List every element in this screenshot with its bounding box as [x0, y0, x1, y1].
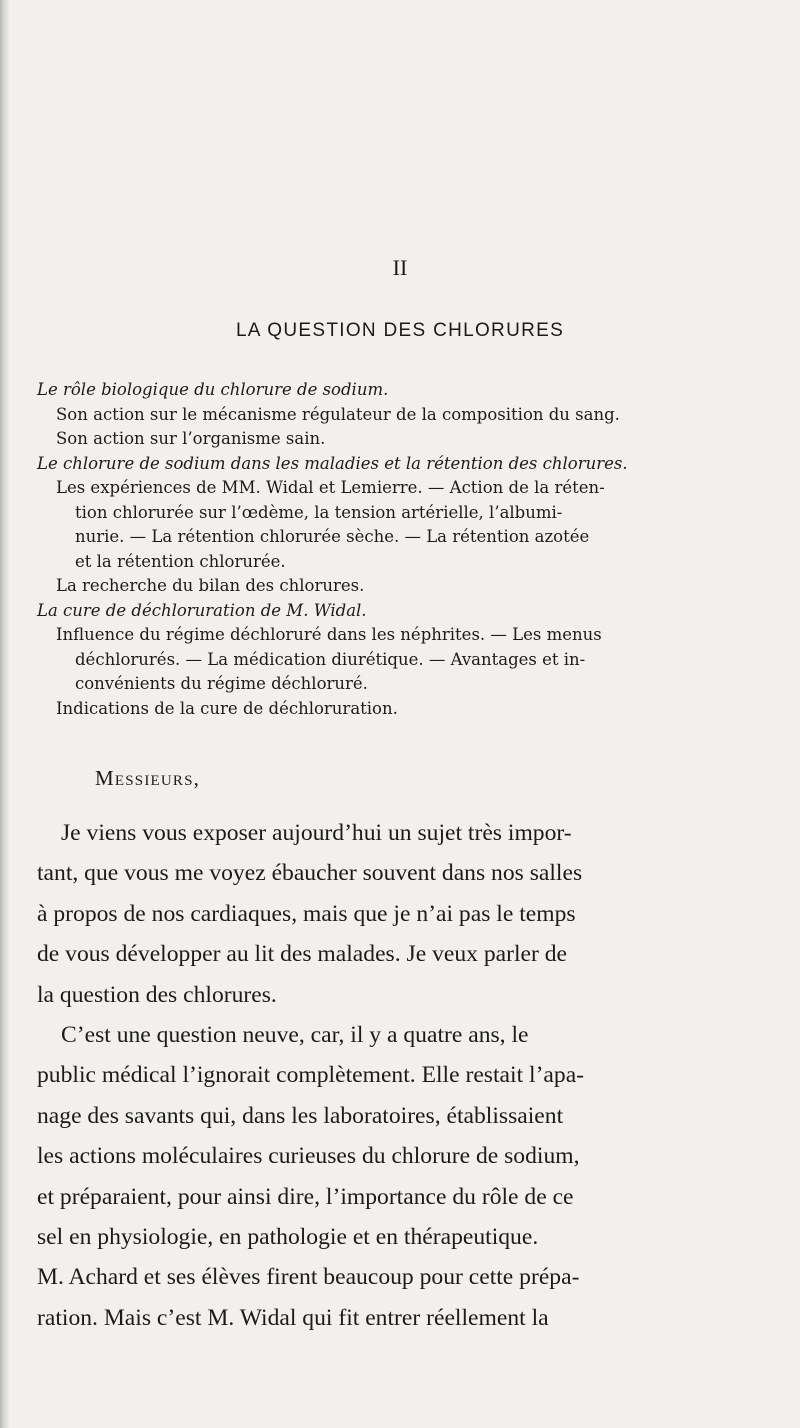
chapter-summary [37, 378, 785, 721]
summary-line: Son action sur l’organisme sain. [56, 429, 326, 448]
body-text [37, 813, 781, 1338]
summary-line: déchlorurés. — La médication diurétique. — Avantages et in- [75, 649, 586, 669]
summary-line: Les expériences de MM. Widal et Lemierre. — Action de la réten- [56, 478, 605, 497]
body-line: de vous développer au lit des malades. Je veux parler de [37, 941, 568, 968]
body-line: M. Achard et ses élèves firent beaucoup pour cette prépa- [37, 1264, 580, 1291]
salutation: Messieurs, [95, 766, 201, 790]
body-line: Je viens vous exposer aujourd’hui un sujet très impor- [61, 820, 572, 846]
chapter-title: LA QUESTION DES CHLORURES [235, 320, 565, 341]
summary-line: et la rétention chlorurée. [75, 551, 286, 571]
summary-line: Le chlorure de sodium dans les maladies et la rétention des chlorures. [37, 453, 628, 473]
chapter-number: II [392, 255, 408, 280]
body-line: tant, que vous me voyez ébaucher souvent dans nos salles [37, 860, 583, 887]
body-line: ration. Mais c’est M. Widal qui fit entrer réellement la [37, 1304, 549, 1331]
summary-line: La cure de déchloruration de M. Widal. [37, 600, 367, 620]
body-line: nage des savants qui, dans les laboratoires, établissaient [37, 1102, 564, 1129]
summary-line: La recherche du bilan des chlorures. [56, 576, 365, 595]
summary-line: Indications de la cure de déchloruration. [56, 698, 398, 718]
summary-line: Le rôle biologique du chlorure de sodium. [37, 380, 389, 399]
body-line: public médical l’ignorait complètement. Elle restait l’apa- [37, 1062, 585, 1089]
body-line: les actions moléculaires curieuses du chlorure de sodium, [37, 1143, 580, 1170]
body-line: sel en physiologie, en pathologie et en thérapeutique. [37, 1224, 539, 1251]
body-line: la question des chlorures. [37, 981, 277, 1008]
summary-line: convénients du régime déchloruré. [75, 674, 368, 693]
page-edge-shadow [0, 0, 9, 1428]
summary-line: Influence du régime déchloruré dans les néphrites. — Les menus [56, 625, 602, 644]
body-line: et préparaient, pour ainsi dire, l’importance du rôle de ce [37, 1183, 574, 1210]
body-line: à propos de nos cardiaques, mais que je n’ai pas le temps [37, 900, 576, 927]
summary-line: nurie. — La rétention chlorurée sèche. — La rétention azotée [75, 527, 590, 546]
summary-line: tion chlorurée sur l’œdème, la tension artérielle, l’albumi- [75, 502, 563, 522]
summary-line: Son action sur le mécanisme régulateur de la composition du sang. [56, 404, 620, 424]
body-line: C’est une question neuve, car, il y a quatre ans, le [61, 1022, 529, 1049]
